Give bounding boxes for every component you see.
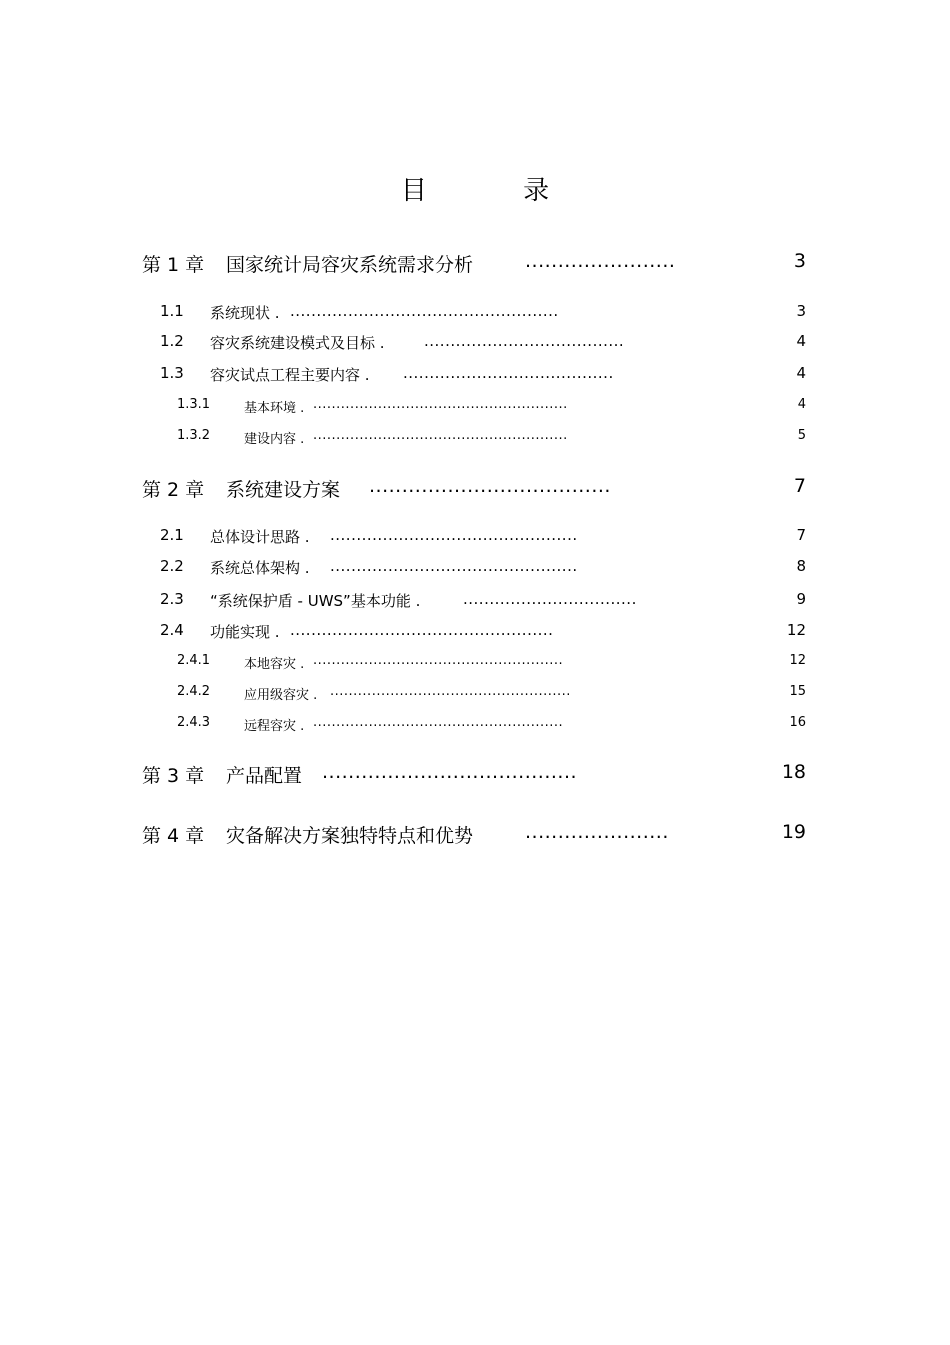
entry-number: 1.1 bbox=[160, 302, 184, 320]
toc-section-entry[interactable] bbox=[0, 360, 950, 390]
entry-title: 远程容灾 . bbox=[244, 719, 305, 734]
page-number: 3 bbox=[793, 250, 806, 272]
toc-subsection-entry[interactable] bbox=[0, 422, 950, 452]
page-number: 16 bbox=[789, 715, 806, 730]
dot-leader: .................................................... bbox=[330, 684, 571, 699]
dot-leader: ...................................... bbox=[424, 332, 625, 350]
entry-number: 2.2 bbox=[160, 557, 184, 575]
toc-subsection-entry[interactable] bbox=[0, 678, 950, 708]
entry-title: 建设内容 . bbox=[244, 432, 305, 447]
entry-number: 1.3.1 bbox=[177, 397, 211, 412]
page-number: 15 bbox=[789, 684, 806, 699]
entry-title: 系统总体架构 . bbox=[210, 559, 310, 577]
entry-title: 应用级容灾 . bbox=[244, 688, 318, 703]
page-number: 12 bbox=[789, 653, 806, 668]
entry-number: 2.4 bbox=[160, 621, 184, 639]
dot-leader: ................................................... bbox=[290, 302, 559, 320]
toc-chapter-entry[interactable] bbox=[0, 759, 950, 789]
page-number: 18 bbox=[781, 761, 806, 783]
toc-subsection-entry[interactable] bbox=[0, 391, 950, 421]
dot-leader: ...................................................... bbox=[313, 715, 564, 730]
dot-leader: ................................. bbox=[463, 590, 637, 608]
entry-title: “系统保护盾 - UWS”基本功能 . bbox=[210, 592, 421, 610]
page-number: 9 bbox=[796, 590, 806, 608]
dot-leader: ....................................................... bbox=[313, 428, 568, 443]
page-number: 12 bbox=[786, 621, 806, 639]
entry-number: 第 4 章 bbox=[142, 825, 205, 847]
page-number: 4 bbox=[796, 332, 806, 350]
entry-number: 1.2 bbox=[160, 332, 184, 350]
page-number: 7 bbox=[796, 526, 806, 544]
entry-number: 1.3 bbox=[160, 364, 184, 382]
dot-leader: ............................................... bbox=[330, 526, 578, 544]
dot-leader: ...................................................... bbox=[313, 653, 564, 668]
entry-number: 第 1 章 bbox=[142, 254, 205, 276]
entry-number: 2.4.3 bbox=[177, 715, 211, 730]
toc-chapter-entry[interactable] bbox=[0, 819, 950, 849]
dot-leader: ............................................... bbox=[330, 557, 578, 575]
entry-number: 2.1 bbox=[160, 526, 184, 544]
entry-title: 功能实现 . bbox=[210, 623, 280, 641]
entry-number: 2.4.2 bbox=[177, 684, 211, 699]
toc-section-entry[interactable] bbox=[0, 328, 950, 358]
toc-section-entry[interactable] bbox=[0, 617, 950, 647]
page-number: 8 bbox=[796, 557, 806, 575]
page-number: 4 bbox=[797, 397, 806, 412]
entry-number: 第 2 章 bbox=[142, 479, 205, 501]
toc-chapter-entry[interactable] bbox=[0, 248, 950, 278]
dot-leader: ..................................... bbox=[369, 475, 611, 497]
dot-leader: ....................................................... bbox=[313, 397, 568, 412]
page-number: 4 bbox=[796, 364, 806, 382]
dot-leader: ...................... bbox=[525, 821, 669, 843]
dot-leader: ........................................ bbox=[403, 364, 614, 382]
page-number: 3 bbox=[796, 302, 806, 320]
entry-title: 本地容灾 . bbox=[244, 657, 305, 672]
toc-subsection-entry[interactable] bbox=[0, 709, 950, 739]
toc-title: 目 录 bbox=[400, 176, 594, 206]
entry-title: 系统现状 . bbox=[210, 304, 280, 322]
toc-chapter-entry[interactable] bbox=[0, 473, 950, 503]
entry-title: 容灾系统建设模式及目标 . bbox=[210, 334, 385, 352]
entry-title: 系统建设方案 bbox=[226, 479, 341, 501]
toc-section-entry[interactable] bbox=[0, 522, 950, 552]
dot-leader: ....................... bbox=[525, 250, 676, 272]
entry-title: 灾备解决方案独特特点和优势 bbox=[226, 825, 474, 847]
page-number: 7 bbox=[793, 475, 806, 497]
entry-title: 产品配置 bbox=[226, 765, 303, 787]
toc-section-entry[interactable] bbox=[0, 586, 950, 616]
entry-title: 容灾试点工程主要内容 . bbox=[210, 366, 370, 384]
dot-leader: ....................................... bbox=[322, 761, 578, 783]
entry-title: 国家统计局容灾系统需求分析 bbox=[226, 254, 474, 276]
entry-number: 第 3 章 bbox=[142, 765, 205, 787]
entry-title: 基本环境 . bbox=[244, 401, 305, 416]
page-number: 5 bbox=[797, 428, 806, 443]
page-number: 19 bbox=[781, 821, 806, 843]
toc-section-entry[interactable] bbox=[0, 553, 950, 583]
dot-leader: .................................................. bbox=[290, 621, 554, 639]
entry-number: 1.3.2 bbox=[177, 428, 211, 443]
entry-number: 2.3 bbox=[160, 590, 184, 608]
entry-title: 总体设计思路 . bbox=[210, 528, 310, 546]
toc-subsection-entry[interactable] bbox=[0, 647, 950, 677]
entry-number: 2.4.1 bbox=[177, 653, 211, 668]
toc-section-entry[interactable] bbox=[0, 298, 950, 328]
